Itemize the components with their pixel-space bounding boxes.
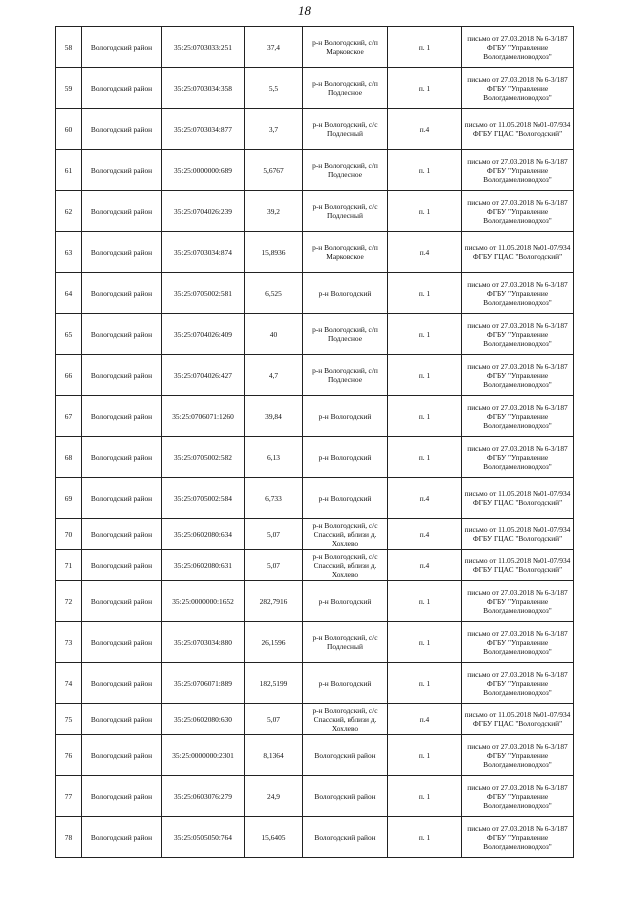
district-cell: Вологодский район bbox=[82, 109, 162, 150]
location-cell: р-н Вологодский bbox=[303, 663, 388, 704]
clause-cell: п. 1 bbox=[388, 314, 462, 355]
page-number: 18 bbox=[298, 3, 311, 18]
cadastral-number-cell: 35:25:0703034:877 bbox=[162, 109, 245, 150]
district-cell: Вологодский район bbox=[82, 704, 162, 735]
location-cell: р-н Вологодский, с/с Подлесный bbox=[303, 622, 388, 663]
cadastral-number-cell: 35:25:0706071:1260 bbox=[162, 396, 245, 437]
table-row bbox=[56, 581, 574, 622]
table-row bbox=[56, 776, 574, 817]
area-cell: 5,07 bbox=[245, 550, 303, 581]
table-row bbox=[56, 735, 574, 776]
document-cell: письмо от 27.03.2018 № 6-3/187 ФГБУ "Управление Вологдамелиоводхоз" bbox=[462, 817, 574, 858]
location-cell: р-н Вологодский, с/п Подлесное bbox=[303, 68, 388, 109]
row-number: 62 bbox=[56, 191, 82, 232]
row-number: 76 bbox=[56, 735, 82, 776]
row-number: 60 bbox=[56, 109, 82, 150]
area-cell: 24,9 bbox=[245, 776, 303, 817]
row-number: 59 bbox=[56, 68, 82, 109]
row-number: 67 bbox=[56, 396, 82, 437]
location-cell: Вологодский район bbox=[303, 817, 388, 858]
location-cell: Вологодский район bbox=[303, 735, 388, 776]
area-cell: 5,07 bbox=[245, 519, 303, 550]
location-cell: р-н Вологодский, с/п Марковское bbox=[303, 232, 388, 273]
district-cell: Вологодский район bbox=[82, 622, 162, 663]
document-cell: письмо от 27.03.2018 № 6-3/187 ФГБУ "Управление Вологдамелиоводхоз" bbox=[462, 150, 574, 191]
document-cell: письмо от 27.03.2018 № 6-3/187 ФГБУ "Управление Вологдамелиоводхоз" bbox=[462, 273, 574, 314]
clause-cell: п. 1 bbox=[388, 622, 462, 663]
cadastral-number-cell: 35:25:0706071:889 bbox=[162, 663, 245, 704]
clause-cell: п. 1 bbox=[388, 150, 462, 191]
cadastral-number-cell: 35:25:0603076:279 bbox=[162, 776, 245, 817]
document-cell: письмо от 27.03.2018 № 6-3/187 ФГБУ "Управление Вологдамелиоводхоз" bbox=[462, 735, 574, 776]
row-number: 71 bbox=[56, 550, 82, 581]
row-number: 65 bbox=[56, 314, 82, 355]
clause-cell: п. 1 bbox=[388, 68, 462, 109]
cadastral-number-cell: 35:25:0000000:1652 bbox=[162, 581, 245, 622]
area-cell: 39,2 bbox=[245, 191, 303, 232]
table-row bbox=[56, 109, 574, 150]
location-cell: р-н Вологодский, с/с Подлесный bbox=[303, 191, 388, 232]
area-cell: 6,525 bbox=[245, 273, 303, 314]
area-cell: 8,1364 bbox=[245, 735, 303, 776]
table-row bbox=[56, 550, 574, 581]
table-row bbox=[56, 355, 574, 396]
table-row bbox=[56, 27, 574, 68]
row-number: 66 bbox=[56, 355, 82, 396]
document-cell: письмо от 11.05.2018 №01-07/934 ФГБУ ГЦАС "Вологодский" bbox=[462, 704, 574, 735]
district-cell: Вологодский район bbox=[82, 27, 162, 68]
location-cell: р-н Вологодский, с/с Спасский, вблизи д. Хохлево bbox=[303, 519, 388, 550]
cadastral-number-cell: 35:25:0703034:880 bbox=[162, 622, 245, 663]
clause-cell: п.4 bbox=[388, 109, 462, 150]
row-number: 58 bbox=[56, 27, 82, 68]
area-cell: 5,6767 bbox=[245, 150, 303, 191]
cadastral-number-cell: 35:25:0705002:584 bbox=[162, 478, 245, 519]
location-cell: Вологодский район bbox=[303, 776, 388, 817]
document-cell: письмо от 11.05.2018 №01-07/934 ФГБУ ГЦАС "Вологодский" bbox=[462, 109, 574, 150]
clause-cell: п. 1 bbox=[388, 437, 462, 478]
row-number: 64 bbox=[56, 273, 82, 314]
district-cell: Вологодский район bbox=[82, 355, 162, 396]
district-cell: Вологодский район bbox=[82, 396, 162, 437]
clause-cell: п. 1 bbox=[388, 355, 462, 396]
clause-cell: п. 1 bbox=[388, 663, 462, 704]
cadastral-number-cell: 35:25:0705002:582 bbox=[162, 437, 245, 478]
area-cell: 15,6405 bbox=[245, 817, 303, 858]
document-cell: письмо от 11.05.2018 №01-07/934 ФГБУ ГЦАС "Вологодский" bbox=[462, 478, 574, 519]
table-row bbox=[56, 437, 574, 478]
cadastral-number-cell: 35:25:0704026:409 bbox=[162, 314, 245, 355]
clause-cell: п. 1 bbox=[388, 581, 462, 622]
clause-cell: п. 1 bbox=[388, 817, 462, 858]
location-cell: р-н Вологодский bbox=[303, 478, 388, 519]
location-cell: р-н Вологодский, с/с Спасский, вблизи д. Хохлево bbox=[303, 550, 388, 581]
cadastral-number-cell: 35:25:0505050:764 bbox=[162, 817, 245, 858]
cadastral-number-cell: 35:25:0602080:630 bbox=[162, 704, 245, 735]
table-row bbox=[56, 191, 574, 232]
cadastral-number-cell: 35:25:0703034:358 bbox=[162, 68, 245, 109]
area-cell: 39,84 bbox=[245, 396, 303, 437]
district-cell: Вологодский район bbox=[82, 519, 162, 550]
location-cell: р-н Вологодский, с/с Спасский, вблизи д. Хохлево bbox=[303, 704, 388, 735]
cadastral-number-cell: 35:25:0602080:631 bbox=[162, 550, 245, 581]
table-row bbox=[56, 663, 574, 704]
row-number: 73 bbox=[56, 622, 82, 663]
document-cell: письмо от 27.03.2018 № 6-3/187 ФГБУ "Управление Вологдамелиоводхоз" bbox=[462, 68, 574, 109]
document-cell: письмо от 27.03.2018 № 6-3/187 ФГБУ "Управление Вологдамелиоводхоз" bbox=[462, 27, 574, 68]
area-cell: 26,1596 bbox=[245, 622, 303, 663]
document-cell: письмо от 27.03.2018 № 6-3/187 ФГБУ "Управление Вологдамелиоводхоз" bbox=[462, 191, 574, 232]
row-number: 63 bbox=[56, 232, 82, 273]
location-cell: р-н Вологодский, с/с Подлесный bbox=[303, 109, 388, 150]
cadastral-number-cell: 35:25:0000000:2301 bbox=[162, 735, 245, 776]
cadastral-number-cell: 35:25:0703034:874 bbox=[162, 232, 245, 273]
location-cell: р-н Вологодский bbox=[303, 273, 388, 314]
area-cell: 5,07 bbox=[245, 704, 303, 735]
location-cell: р-н Вологодский bbox=[303, 437, 388, 478]
row-number: 78 bbox=[56, 817, 82, 858]
cadastral-number-cell: 35:25:0703033:251 bbox=[162, 27, 245, 68]
district-cell: Вологодский район bbox=[82, 150, 162, 191]
table-row bbox=[56, 478, 574, 519]
table-row bbox=[56, 704, 574, 735]
clause-cell: п.4 bbox=[388, 478, 462, 519]
clause-cell: п.4 bbox=[388, 232, 462, 273]
clause-cell: п. 1 bbox=[388, 735, 462, 776]
cadastral-number-cell: 35:25:0602080:634 bbox=[162, 519, 245, 550]
area-cell: 3,7 bbox=[245, 109, 303, 150]
table-row bbox=[56, 232, 574, 273]
district-cell: Вологодский район bbox=[82, 817, 162, 858]
row-number: 68 bbox=[56, 437, 82, 478]
row-number: 70 bbox=[56, 519, 82, 550]
table-body bbox=[56, 27, 574, 858]
document-cell: письмо от 27.03.2018 № 6-3/187 ФГБУ "Управление Вологдамелиоводхоз" bbox=[462, 622, 574, 663]
location-cell: р-н Вологодский bbox=[303, 581, 388, 622]
district-cell: Вологодский район bbox=[82, 68, 162, 109]
table-row bbox=[56, 817, 574, 858]
document-cell: письмо от 27.03.2018 № 6-3/187 ФГБУ "Управление Вологдамелиоводхоз" bbox=[462, 776, 574, 817]
cadastral-number-cell: 35:25:0704026:427 bbox=[162, 355, 245, 396]
row-number: 75 bbox=[56, 704, 82, 735]
cadastral-number-cell: 35:25:0000000:689 bbox=[162, 150, 245, 191]
district-cell: Вологодский район bbox=[82, 478, 162, 519]
land-plots-table bbox=[55, 26, 574, 858]
district-cell: Вологодский район bbox=[82, 581, 162, 622]
district-cell: Вологодский район bbox=[82, 314, 162, 355]
document-cell: письмо от 27.03.2018 № 6-3/187 ФГБУ "Управление Вологдамелиоводхоз" bbox=[462, 396, 574, 437]
location-cell: р-н Вологодский bbox=[303, 396, 388, 437]
area-cell: 15,8936 bbox=[245, 232, 303, 273]
document-cell: письмо от 27.03.2018 № 6-3/187 ФГБУ "Управление Вологдамелиоводхоз" bbox=[462, 437, 574, 478]
document-cell: письмо от 27.03.2018 № 6-3/187 ФГБУ "Управление Вологдамелиоводхоз" bbox=[462, 355, 574, 396]
district-cell: Вологодский район bbox=[82, 550, 162, 581]
row-number: 74 bbox=[56, 663, 82, 704]
row-number: 77 bbox=[56, 776, 82, 817]
table-row bbox=[56, 519, 574, 550]
clause-cell: п.4 bbox=[388, 550, 462, 581]
location-cell: р-н Вологодский, с/п Подлесное bbox=[303, 355, 388, 396]
cadastral-number-cell: 35:25:0705002:581 bbox=[162, 273, 245, 314]
area-cell: 6,13 bbox=[245, 437, 303, 478]
document-cell: письмо от 11.05.2018 №01-07/934 ФГБУ ГЦАС "Вологодский" bbox=[462, 519, 574, 550]
district-cell: Вологодский район bbox=[82, 437, 162, 478]
clause-cell: п.4 bbox=[388, 519, 462, 550]
table-row bbox=[56, 68, 574, 109]
cadastral-number-cell: 35:25:0704026:239 bbox=[162, 191, 245, 232]
district-cell: Вологодский район bbox=[82, 776, 162, 817]
table-row bbox=[56, 396, 574, 437]
table-row bbox=[56, 622, 574, 663]
document-cell: письмо от 27.03.2018 № 6-3/187 ФГБУ "Управление Вологдамелиоводхоз" bbox=[462, 581, 574, 622]
table-row bbox=[56, 314, 574, 355]
area-cell: 6,733 bbox=[245, 478, 303, 519]
table-row bbox=[56, 273, 574, 314]
table-row bbox=[56, 150, 574, 191]
area-cell: 282,7916 bbox=[245, 581, 303, 622]
district-cell: Вологодский район bbox=[82, 232, 162, 273]
area-cell: 182,5199 bbox=[245, 663, 303, 704]
document-cell: письмо от 27.03.2018 № 6-3/187 ФГБУ "Управление Вологдамелиоводхоз" bbox=[462, 663, 574, 704]
clause-cell: п.4 bbox=[388, 704, 462, 735]
clause-cell: п. 1 bbox=[388, 273, 462, 314]
row-number: 72 bbox=[56, 581, 82, 622]
location-cell: р-н Вологодский, с/п Подлесное bbox=[303, 150, 388, 191]
row-number: 69 bbox=[56, 478, 82, 519]
document-cell: письмо от 11.05.2018 №01-07/934 ФГБУ ГЦАС "Вологодский" bbox=[462, 550, 574, 581]
district-cell: Вологодский район bbox=[82, 273, 162, 314]
row-number: 61 bbox=[56, 150, 82, 191]
document-cell: письмо от 11.05.2018 №01-07/934 ФГБУ ГЦАС "Вологодский" bbox=[462, 232, 574, 273]
area-cell: 4,7 bbox=[245, 355, 303, 396]
district-cell: Вологодский район bbox=[82, 191, 162, 232]
clause-cell: п. 1 bbox=[388, 191, 462, 232]
clause-cell: п. 1 bbox=[388, 776, 462, 817]
district-cell: Вологодский район bbox=[82, 735, 162, 776]
location-cell: р-н Вологодский, с/п Марковское bbox=[303, 27, 388, 68]
district-cell: Вологодский район bbox=[82, 663, 162, 704]
area-cell: 40 bbox=[245, 314, 303, 355]
location-cell: р-н Вологодский, с/п Подлесное bbox=[303, 314, 388, 355]
clause-cell: п. 1 bbox=[388, 396, 462, 437]
document-cell: письмо от 27.03.2018 № 6-3/187 ФГБУ "Управление Вологдамелиоводхоз" bbox=[462, 314, 574, 355]
area-cell: 5,5 bbox=[245, 68, 303, 109]
clause-cell: п. 1 bbox=[388, 27, 462, 68]
area-cell: 37,4 bbox=[245, 27, 303, 68]
